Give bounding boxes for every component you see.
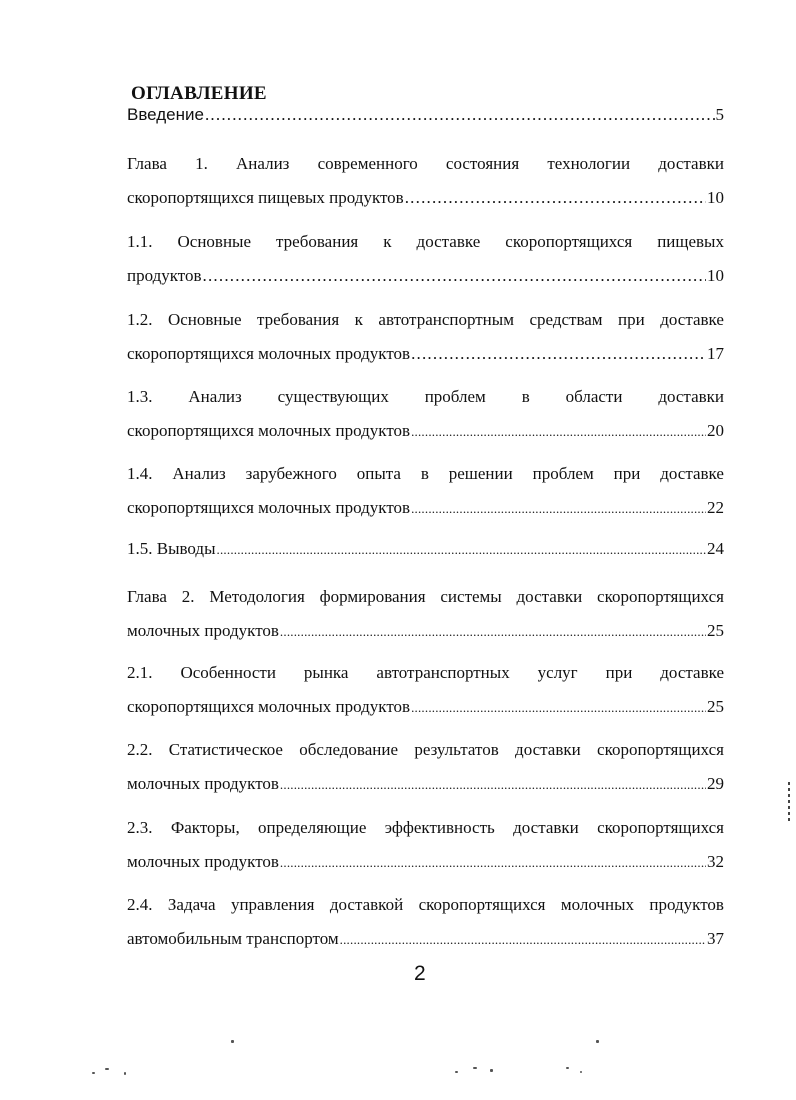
toc-entry-title-tail: скоропортящихся молочных продуктов — [127, 344, 411, 363]
toc-entry — [127, 656, 724, 724]
toc-entry-title-tail: скоропортящихся молочных продуктов — [127, 498, 411, 517]
toc-entry-title-tail: молочных продуктов — [127, 774, 279, 793]
toc-entry-title: 1.5. Выводы — [127, 539, 216, 558]
toc-leader-dots — [411, 690, 706, 725]
toc-entry-word: 1. — [195, 154, 208, 173]
toc-entry-first-line — [127, 380, 724, 414]
toc-entry-word: управления — [230, 895, 315, 914]
toc-entry-word: 1.3. — [127, 387, 153, 406]
scan-speck — [105, 1068, 109, 1070]
margin-scan-mark — [788, 782, 790, 822]
scan-speck — [580, 1071, 582, 1073]
toc-entry-first-line — [127, 580, 724, 614]
toc-entry-title-tail: продуктов — [127, 266, 202, 285]
toc-entry-word: Основные — [177, 232, 252, 251]
scan-speck — [566, 1067, 569, 1069]
toc-entry-word: скоропортящихся — [597, 587, 724, 606]
toc-entry-word: эффективность — [384, 818, 495, 837]
toc-entry-first-line — [127, 147, 724, 181]
toc-entry-word: Задача — [167, 895, 216, 914]
toc-entry-word: доставкой — [329, 895, 404, 914]
toc-page-number: 5 — [715, 105, 724, 124]
toc-entry-word: формирования — [319, 587, 426, 606]
toc-entry-word: доставки — [515, 740, 581, 759]
toc-entry-title-tail: молочных продуктов — [127, 852, 279, 871]
toc-entry-word: доставке — [416, 232, 481, 251]
scan-speck — [455, 1071, 458, 1073]
toc-entry-word: пищевых — [657, 232, 724, 251]
toc-entry-word: скоропортящихся — [418, 895, 546, 914]
toc-entry-title-tail: скоропортящихся пищевых продуктов — [127, 188, 404, 207]
toc-entry-word: доставке — [660, 310, 724, 329]
toc-leader-dots — [405, 181, 706, 215]
toc-entry-title-tail: скоропортящихся молочных продуктов — [127, 697, 411, 716]
toc-entry-word: 1.4. — [127, 464, 153, 483]
toc-entry-word: скоропортящихся — [597, 818, 724, 837]
toc-entry-first-line — [127, 303, 724, 337]
toc-entry-first-line — [127, 225, 724, 259]
toc-entry-title-tail: молочных продуктов — [127, 621, 279, 640]
toc-entry-word: Глава — [127, 587, 167, 606]
toc-entry-second-line — [127, 922, 724, 956]
toc-entry-first-line — [127, 457, 724, 491]
toc-entry-word: средствам — [529, 310, 603, 329]
toc-entry-word: опыта — [356, 464, 401, 483]
toc-entry — [127, 811, 724, 879]
toc-entry-second-line — [127, 767, 724, 801]
toc-entry-word: проблем — [532, 464, 594, 483]
scan-speck — [490, 1069, 493, 1072]
toc-leader-dots — [280, 614, 706, 649]
toc-entry — [127, 225, 724, 293]
toc-page-number: 25 — [707, 621, 724, 640]
scan-speck — [473, 1067, 477, 1069]
toc-entry-word: Факторы, — [170, 818, 240, 837]
toc-page-number: 37 — [707, 929, 724, 948]
toc-entry-word: доставке — [660, 464, 724, 483]
toc-entry-first-line — [127, 656, 724, 690]
scan-speck — [92, 1072, 95, 1074]
toc-leader-dots — [203, 259, 706, 293]
toc-entry-word: существующих — [277, 387, 389, 406]
toc-entry-word: 2.2. — [127, 740, 153, 759]
toc-entry-word: к — [383, 232, 392, 251]
toc-leader-dots — [411, 491, 706, 526]
toc-page-number: 17 — [707, 344, 724, 363]
toc-page-number: 22 — [707, 498, 724, 517]
toc-entry-second-line — [127, 690, 724, 724]
toc-entry-word: Методология — [209, 587, 305, 606]
toc-entry-word: рынка — [303, 663, 349, 682]
toc-leader-dots — [217, 532, 706, 567]
toc-leader-dots — [280, 767, 706, 802]
toc-entry-word: решении — [448, 464, 513, 483]
toc-entry-first-line — [127, 733, 724, 767]
toc-entry-word: Анализ — [188, 387, 242, 406]
toc-entry-second-line — [127, 259, 724, 293]
toc-entry-word: к — [354, 310, 363, 329]
toc-entry-word: в — [521, 387, 530, 406]
toc-entry-word: проблем — [424, 387, 486, 406]
toc-entry-word: Особенности — [180, 663, 276, 682]
toc-entry-second-line — [127, 414, 724, 448]
toc-entry-word: 2.4. — [127, 895, 153, 914]
toc-entry-word: требования — [256, 310, 340, 329]
toc-entry — [127, 303, 724, 371]
toc-entry-word: при — [605, 663, 633, 682]
toc-entry-word: Анализ — [236, 154, 290, 173]
toc-entry-word: 2.3. — [127, 818, 153, 837]
toc-entry-title-tail: автомобильным транспортом — [127, 929, 339, 948]
toc-entry-word: скоропортящихся — [597, 740, 724, 759]
toc-entry-word: определяющие — [258, 818, 367, 837]
scan-speck — [596, 1040, 599, 1043]
toc-page-number: 29 — [707, 774, 724, 793]
toc-leader-dots — [205, 98, 715, 132]
scan-speck — [231, 1040, 234, 1043]
toc-entry-word: доставки — [658, 154, 724, 173]
toc-leader-dots — [411, 414, 706, 449]
toc-page-number: 10 — [707, 266, 724, 285]
toc-page-number: 25 — [707, 697, 724, 716]
scan-speck — [124, 1072, 126, 1075]
toc-entry-second-line — [127, 181, 724, 215]
toc-entry-word: доставке — [660, 663, 724, 682]
toc-entry-word: доставки — [516, 587, 583, 606]
toc-entry-word: доставки — [658, 387, 724, 406]
toc-entry-word: Анализ — [172, 464, 226, 483]
toc-entry-word: современного — [317, 154, 418, 173]
toc-page-number: 10 — [707, 188, 724, 207]
toc-entry-word: автотранспортных — [376, 663, 510, 682]
toc-entry-word: 2.1. — [127, 663, 153, 682]
toc-entry — [127, 733, 724, 801]
toc-entry-word: скоропортящихся — [505, 232, 633, 251]
toc-entry-word: обследование — [299, 740, 399, 759]
toc-entry — [127, 888, 724, 956]
toc-heading: ОГЛАВЛЕНИЕ — [131, 83, 267, 104]
toc-entry-second-line — [127, 845, 724, 879]
toc-page-number: 20 — [707, 421, 724, 440]
toc-leader-dots — [340, 922, 706, 957]
toc-entry-word: 1.2. — [127, 310, 153, 329]
toc-entry-first-line — [127, 811, 724, 845]
toc-page-number: 32 — [707, 852, 724, 871]
toc-entry — [127, 457, 724, 525]
toc-entry-word: системы — [440, 587, 502, 606]
toc-entry-second-line — [127, 491, 724, 525]
toc-entry — [127, 147, 724, 215]
page-number: 2 — [414, 962, 426, 985]
toc-entry-word: молочных — [560, 895, 635, 914]
toc-entry-word: 2. — [181, 587, 195, 606]
toc-leader-dots — [411, 337, 706, 371]
toc-entry-word: при — [618, 310, 645, 329]
toc-entry — [127, 380, 724, 448]
toc-entry-word: 1.1. — [127, 232, 153, 251]
toc-entry-first-line — [127, 888, 724, 922]
toc-entry-word: технологии — [547, 154, 631, 173]
toc-entry-second-line — [127, 614, 724, 648]
toc-entry — [127, 580, 724, 648]
toc-entry-second-line — [127, 337, 724, 371]
toc-entry-word: результатов — [414, 740, 499, 759]
toc-entry-word: зарубежного — [245, 464, 337, 483]
toc-entry-word: Глава — [127, 154, 167, 173]
toc-entry-word: автотранспортным — [378, 310, 514, 329]
toc-entry-word: при — [613, 464, 641, 483]
toc-entry — [127, 532, 724, 566]
toc-entry-word: требования — [276, 232, 359, 251]
toc-entry-word: Основные — [167, 310, 242, 329]
toc-entry-title-tail: скоропортящихся молочных продуктов — [127, 421, 411, 440]
toc-entry-word: в — [420, 464, 429, 483]
toc-entry-introduction — [127, 98, 724, 132]
toc-page-number: 24 — [707, 539, 724, 558]
toc-entry-title: Введение — [127, 105, 204, 124]
toc-entry-word: состояния — [445, 154, 520, 173]
toc-entry-word: области — [565, 387, 623, 406]
toc-leader-dots — [280, 845, 706, 880]
toc-entry-word: продуктов — [649, 895, 724, 914]
toc-entry-word: Статистическое — [168, 740, 283, 759]
toc-entry-word: услуг — [537, 663, 578, 682]
toc-entry-word: доставки — [513, 818, 579, 837]
